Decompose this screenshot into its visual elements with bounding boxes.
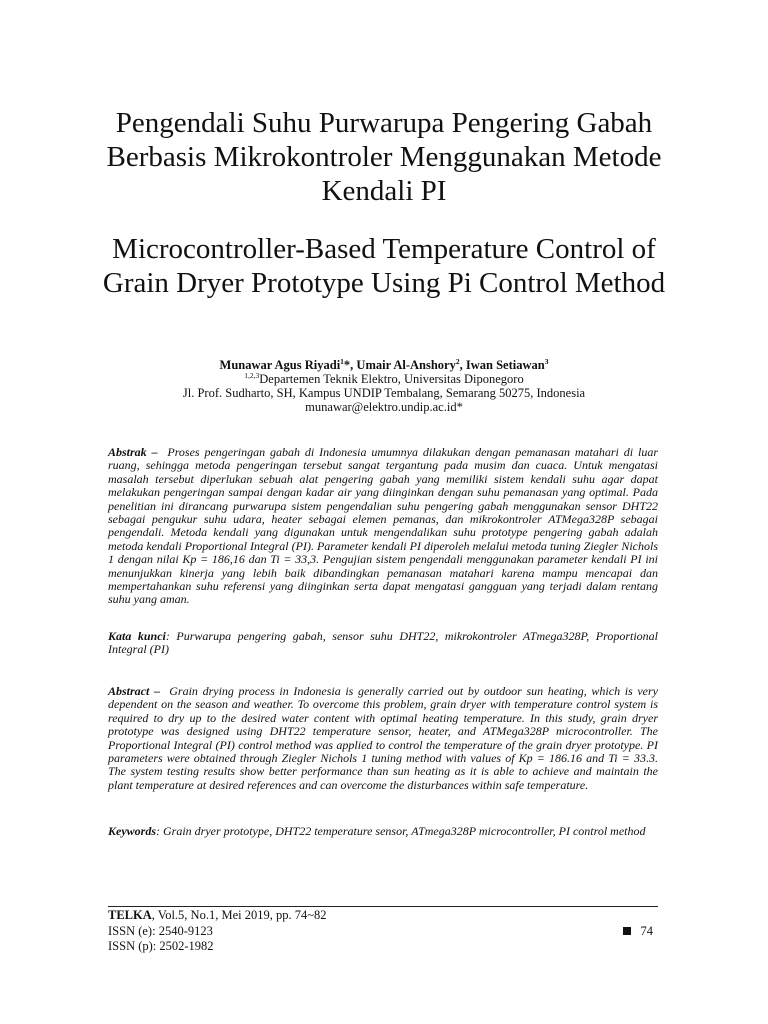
abstrak-paragraph — [108, 446, 658, 607]
author-affiliation-mark: 2 — [455, 356, 460, 366]
kata-kunci-label: Kata kunci — [108, 629, 166, 643]
affiliation-department: Departemen Teknik Elektro, Universitas Diponegoro — [259, 372, 524, 386]
corresponding-mark: *, — [343, 358, 357, 372]
abstract-paragraph — [108, 685, 658, 792]
abstract-text: Grain drying process in Indonesia is generally carried out by outdoor sun heating, which is very dependent on the season and weather. To overcome this problem, grain dryer with temperature control system is required to dry up to the desired water content with optimal heating temperature. In this study, grain dryer prototype was designed using DHT22 temperature sensor, heater, and ATMega328P microcontroller. The Proportional Integral (PI) control method was applied to control the temperature of the grain dryer prototype. PI parameters were obtained through Ziegler Nichols 1 tuning method with values of Kp = 186.16 and Ti = 33.3. The system testing results show better performance than sun heating as it is able to achieve and maintain the plant temperature at desired references and can overcome the disturbances within safe temperature. — [108, 684, 659, 792]
journal-volume: , Vol.5, No.1, Mei 2019, pp. 74~82 — [151, 908, 327, 922]
affiliation — [84, 372, 684, 386]
title-english: Microcontroller-Based Temperature Control of Grain Dryer Prototype Using Pi Control Method — [102, 233, 666, 299]
issn-print: ISSN (p): 2502-1982 — [108, 939, 214, 953]
journal-name: TELKA — [108, 908, 152, 922]
kata-kunci-paragraph — [108, 630, 658, 657]
affiliation-mark: 1,2,3 — [244, 370, 260, 380]
author-name: Umair Al-Anshory — [356, 358, 456, 372]
affiliation-address: Jl. Prof. Sudharto, SH, Kampus UNDIP Tembalang, Semarang 50275, Indonesia — [182, 386, 586, 400]
author-block — [84, 358, 684, 414]
author-name: Munawar Agus Riyadi — [219, 358, 341, 372]
abstract-label: Abstract – — [108, 684, 160, 698]
keywords-paragraph — [108, 825, 658, 838]
page-number-block — [623, 924, 654, 940]
keywords-text: : Grain dryer prototype, DHT22 temperature sensor, ATmega328P microcontroller, PI control method — [156, 824, 646, 838]
footer-journal-line — [108, 908, 326, 924]
author-affiliation-mark: 1 — [340, 356, 344, 366]
author-separator: , — [459, 358, 466, 372]
author-list — [84, 358, 684, 372]
abstrak-text: Proses pengeringan gabah di Indonesia umumnya dilakukan dengan pemanasan matahari di luar ruang, sehingga metoda pengeringan tersebut sangat tergantung pada musim dan cuaca. Untuk mengatasi masalah tersebut diperlukan sebuah alat pengering gabah yang memiliki sistem kendali suhu agar dapat melakukan pengeringan sampai dengan kadar air yang diinginkan dengan suhu pemanasan yang optimal. Pada penelitian ini dirancang purwarupa sistem pengendalian suhu pengering gabah menggunakan sensor DHT22 sebagai pengukur suhu udara, heater sebagai elemen pemanas, dan mikrokontroler ATMega328P sebagai pengendali. Metoda kendali yang digunakan untuk mengendalikan suhu prototype pengering gabah adalah metoda kendali Proportional Integral (PI). Parameter kendali PI diperoleh melalui metoda tuning Ziegler Nichols 1 dengan nilai Kp = 186,16 dan Ti = 33,3. Pengujian sistem pengendali menggunakan parameter kendali PI ini menunjukkan kinerja yang lebih baik dibandingkan pemanasan matahari karena mampu mencapai dan mempertahankan suhu referensi yang diinginkan serta dapat mengatasi gangguan yang terjadi dalam rentang suhu yang aman. — [108, 445, 658, 607]
issn-electronic: ISSN (e): 2540-9123 — [108, 923, 213, 938]
square-bullet-icon — [623, 927, 631, 935]
page-number: 74 — [640, 924, 653, 938]
author-affiliation-mark: 3 — [544, 356, 549, 366]
corresponding-email: munawar@elektro.undip.ac.id* — [305, 400, 463, 414]
title-indonesian: Pengendali Suhu Purwarupa Pengering Gabah Berbasis Mikrokontroler Menggunakan Metode Kendali PI — [106, 107, 662, 207]
footer-rule — [108, 906, 658, 907]
footer-citation — [108, 908, 326, 955]
keywords-label: Keywords — [108, 824, 156, 838]
abstrak-label: Abstrak – — [108, 445, 158, 459]
author-name: Iwan Setiawan — [465, 358, 545, 372]
kata-kunci-text: : Purwarupa pengering gabah, sensor suhu DHT22, mikrokontroler ATmega328P, Proportional Integral (PI) — [108, 629, 658, 657]
